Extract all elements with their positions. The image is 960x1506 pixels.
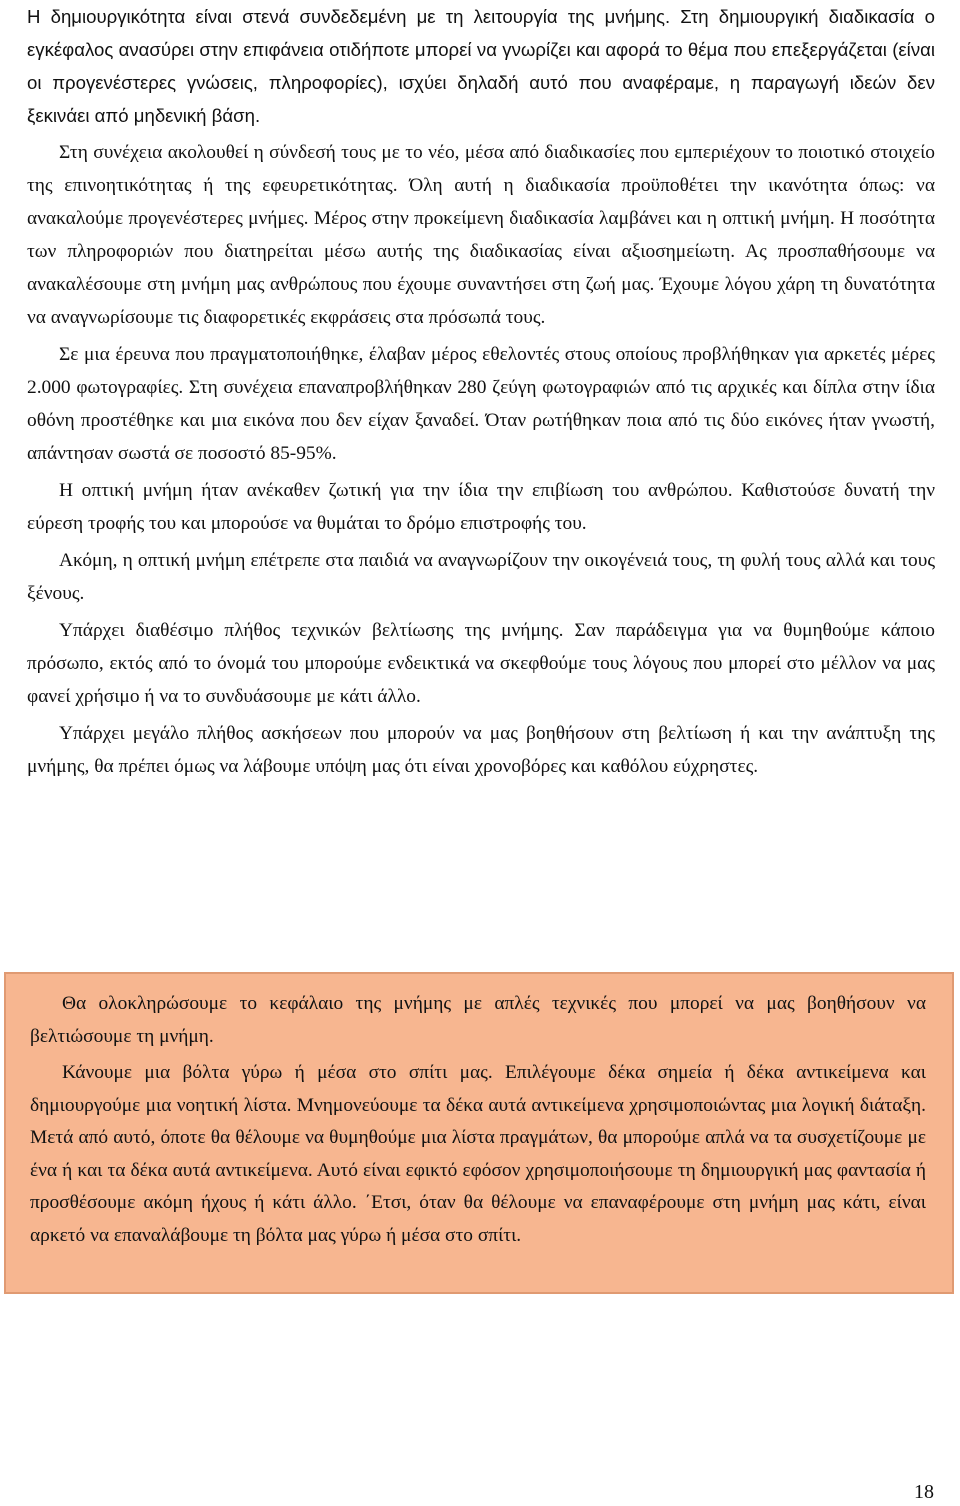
body-paragraph-5: Ακόμη, η οπτική μνήμη επέτρεπε στα παιδιά να αναγνωρίζουν την οικογένειά τους, τη φυλή τους αλλά και τους ξένους. bbox=[27, 550, 935, 604]
page-number: 18 bbox=[914, 1481, 934, 1503]
callout-paragraph-1: Θα ολοκληρώσουμε το κεφάλαιο της μνήμης με απλές τεχνικές που μπορεί να μας βοηθήσουν να βελτιώσουμε τη μνήμη. bbox=[30, 993, 926, 1047]
body-paragraph-1: Η δημιουργικότητα είναι στενά συνδεδεμένη με τη λειτουργία της μνήμης. Στη δημιουργική διαδικασία ο εγκέφαλος ανασύρει στην επιφάνεια οτιδήποτε μπορεί να γνωρίζει και αφορά το θέμα που επεξεργάζεται (είναι οι προγενέστερες γνώσεις, πληροφορίες), ισχύει δηλαδή αυτό που αναφέραμε, η παραγωγή ιδεών δεν ξεκινάει από μηδενική βάση. bbox=[27, 6, 935, 126]
body-paragraph-2: Στη συνέχεια ακολουθεί η σύνδεσή τους με το νέο, μέσα από διαδικασίες που εμπεριέχουν το ποιοτικό στοιχείο της επινοητικότητας ή της εφευρετικότητας. Όλη αυτή η διαδικασία προϋποθέτει την ικανότητα όπως: να ανακαλούμε προγενέστερες μνήμες. Μέρος στην προκείμενη διαδικασία λαμβάνει και η οπτική μνήμη. Η ποσότητα των πληροφοριών που διατηρείται μέσω αυτής της διαδικασίας είναι αξιοσημείωτη. Ας προσπαθήσουμε να ανακαλέσουμε στη μνήμη μας ανθρώπους που έχουμε συναντήσει στη ζωή μας. Έχουμε λόγου χάρη τη δυνατότητα να αναγνωρίσουμε τις διαφορετικές εκφράσεις στα πρόσωπά τους. bbox=[27, 142, 935, 328]
body-paragraph-7: Υπάρχει μεγάλο πλήθος ασκήσεων που μπορούν να μας βοηθήσουν στη βελτίωση ή και την ανάπτυξη της μνήμης, θα πρέπει όμως να λάβουμε υπόψη μας ότι είναι χρονοβόρες και καθόλου εύχρηστες. bbox=[27, 723, 935, 777]
body-paragraph-4: Η οπτική μνήμη ήταν ανέκαθεν ζωτική για την ίδια την επιβίωση του ανθρώπου. Καθιστούσε δυνατή την εύρεση τροφής του και μπορούσε να θυμάται το δρόμο επιστροφής του. bbox=[27, 480, 935, 534]
body-paragraph-6: Υπάρχει διαθέσιμο πλήθος τεχνικών βελτίωσης της μνήμης. Σαν παράδειγμα για να θυμηθούμε κάποιο πρόσωπο, εκτός από το όνομά του μπορούμε ενδεικτικά να σκεφθούμε τους λόγους που μπορεί στο μέλλον να μας φανεί χρήσιμο ή να το συνδυάσουμε με κάτι άλλο. bbox=[27, 620, 935, 707]
document-page bbox=[27, 0, 935, 783]
body-paragraph-3: Σε μια έρευνα που πραγματοποιήθηκε, έλαβαν μέρος εθελοντές στους οποίους προβλήθηκαν για αρκετές μέρες 2.000 φωτογραφίες. Στη συνέχεια επαναπροβλήθηκαν 280 ζεύγη φωτογραφιών από τις αρχικές και δίπλα στην ίδια οθόνη προστέθηκε και μια εικόνα που δεν είχαν ξαναδεί. Όταν ρωτήθηκαν ποια από τις δύο εικόνες ήταν γνωστή, απάντησαν σωστά σε ποσοστό 85-95%. bbox=[27, 344, 935, 464]
memory-technique-callout-box bbox=[4, 972, 954, 1294]
callout-paragraph-2: Κάνουμε μια βόλτα γύρω ή μέσα στο σπίτι μας. Επιλέγουμε δέκα σημεία ή δέκα αντικείμενα και δημιουργούμε μια νοητική λίστα. Μνημονεύουμε τα δέκα αυτά αντικείμενα χρησιμοποιώντας μια λογική διάταξη. Μετά από αυτό, όποτε θα θέλουμε να θυμηθούμε μια λίστα πραγμάτων, θα μπορούμε απλά να τα συσχετίζουμε με ένα ή και τα δέκα αυτά αντικείμενα. Αυτό είναι εφικτό εφόσον χρησιμοποιήσουμε τη δημιουργική μας φαντασία ή προσθέσουμε ακόμη ήχους ή κάτι άλλο. ΄Ετσι, όταν θα θέλουμε να επαναφέρουμε στη μνήμη μας κάτι, είναι αρκετό να επαναλάβουμε τη βόλτα μας γύρω ή μέσα στο σπίτι. bbox=[30, 1062, 926, 1246]
